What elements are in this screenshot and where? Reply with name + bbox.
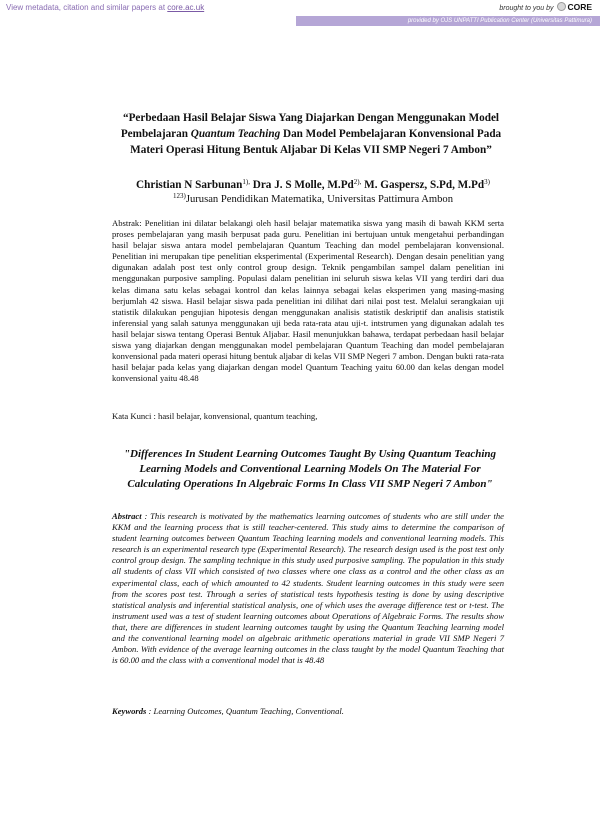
author-2-sup: 2),: [353, 178, 362, 186]
title-id-part2: Dan Model Pembelajaran Konvensional Pada Materi Operasi Hitung Bentuk Aljabar Di Kelas VII SMP Negeri 7 Ambon”: [130, 128, 502, 156]
abstract-text: : This research is motivated by the mathematics learning outcomes of students who are still under the KKM and the learning process that is still teacher-centered. This study aims to determine the comparison of student learning outcomes between Quantum Teaching learning models and conventional learning models. This research is an experimental research type (Experimental Research). The research design used is the post test only control group design. The sampling technique in this study used purposive sampling. The population in this study all students of class VII which consisted of two classes where one class as a control and the other class as an experimental class, each of which amounted to 42 students. Student learning outcomes in this study were seen from the scores post test. Through a series of statistical tests hypothesis testing is done by using descriptive statistical analysis and inferential statistical analysis, one of which uses the average difference test or t-test. The instrument used was a test of student learning outcomes about Operations of Algebraic Forms. The results show that, there are differences in student learning outcomes taught by using the Quantum Teaching learning model and the conventional learning model on algebraic arithmetic operations material in grade VII SMP Negeri 7 Ambon. With evidence of the average learning outcomes in the class taught by the model Quantum Teaching that is 60.00 and the class with a conventional model that is 48.48: [112, 511, 504, 666]
author-3-sup: 3): [484, 178, 490, 186]
keywords-text: : Learning Outcomes, Quantum Teaching, Conventional.: [146, 706, 344, 716]
author-2: Dra J. S Molle, M.Pd: [252, 179, 354, 191]
author-1: Christian N Sarbunan: [136, 179, 243, 191]
title-indonesian: [115, 110, 507, 158]
abstrak-text: Penelitian ini dilatar belakangi oleh hasil belajar matematika siswa yang masih di bawah KKM serta proses pembelajaran yang masih berpusat pada guru. Penelitian ini bertujuan untuk mengetahui perbandingan hasil belajar siswa antara model pembelajaran Quantum Teaching dan model pembelajaran konvensional. Penelitian ini merupakan tipe penelitian eksperimental (Experimental Research). Dengan desain penelitian yang digunakan adalah post test only control group design. Teknik pengambilan sampel dalam penelitian ini menggunakan purposive sampling. Populasi dalam penelitian ini seluruh siswa kelas VII yang terdiri dari dua kelas dimana satu kelas sebagai kontrol dan kelas lainnya sebagai kelas eksperimen yang masing-masing berjumlah 42 siswa. Hasil belajar siswa pada penelitian ini dilihat dari nilai post test. Melalui serangkaian uji statistik dilakukan pengujian hipotesis dengan menggunakan analisis statistik deskriptif dan analisis statistik inferensial yang salah satunya menggunakan uji beda rata-rata atau uji-t. intstrumen yang digunakan adalah tes hasil belajar siswa tentang Operasi Bentuk Aljabar. Hasil menunjukkan bahawa, terdapat perbedaan hasil belajar siswa yang diajarkan dengan menggunakan model pembelajaran Quantum Teaching dan model pembelajaran konvensional pada materi operasi hitung bentuk aljabar di kelas VII SMP Negeri 7 ambon. Dengan bukti rata-rata hasil belajar pada kelas yang diajarkan dengan model Quantum Teaching yaitu 60.00 dan kelas dengan model konvensional yaitu 48.48: [112, 218, 504, 384]
core-top-bar: [0, 0, 600, 16]
keywords-label: Keywords: [112, 706, 147, 716]
provided-by-banner: provided by OJS UNPATTI Publication Center (Universitas Pattimura): [296, 16, 600, 26]
title-english: "Differences In Student Learning Outcomes Taught By Using Quantum Teaching Learning Models and Conventional Learning Models On The Material For Calculating Operations In Algebraic Forms In Class VII SMP Negeri 7 Ambon": [123, 448, 497, 490]
title-id-italic: Quantum Teaching: [190, 128, 281, 140]
affiliation-sup: 123): [173, 192, 186, 200]
abstract-label: Abstract: [112, 511, 142, 521]
abstract-paragraph: [112, 511, 504, 666]
metadata-text: View metadata, citation and similar papers at: [6, 3, 168, 12]
metadata-link[interactable]: [6, 3, 204, 12]
title-id-part1: “Perbedaan Hasil Belajar Siswa Yang Diajarkan Dengan Menggunakan Model Pembelajaran: [120, 112, 500, 140]
brought-to-you-by: [499, 2, 592, 12]
affiliation-text: Jurusan Pendidikan Matematika, Universitas Pattimura Ambon: [185, 194, 453, 205]
author-1-sup: 1),: [242, 178, 250, 186]
abstrak-label: Abstrak:: [112, 218, 142, 228]
authors-line: [108, 178, 518, 191]
core-logo[interactable]: [557, 2, 592, 12]
core-label: CORE: [567, 2, 592, 12]
core-ac-uk-link[interactable]: core.ac.uk: [167, 3, 205, 12]
affiliation: [108, 192, 518, 205]
kata-kunci: Kata Kunci : hasil belajar, konvensional, quantum teaching,: [112, 411, 318, 421]
core-logo-icon: [557, 2, 566, 11]
abstrak-paragraph: [112, 218, 504, 384]
keywords-line: [112, 706, 504, 716]
brought-text: brought to you by: [499, 5, 554, 12]
author-3: M. Gaspersz, S.Pd, M.Pd: [364, 179, 485, 191]
